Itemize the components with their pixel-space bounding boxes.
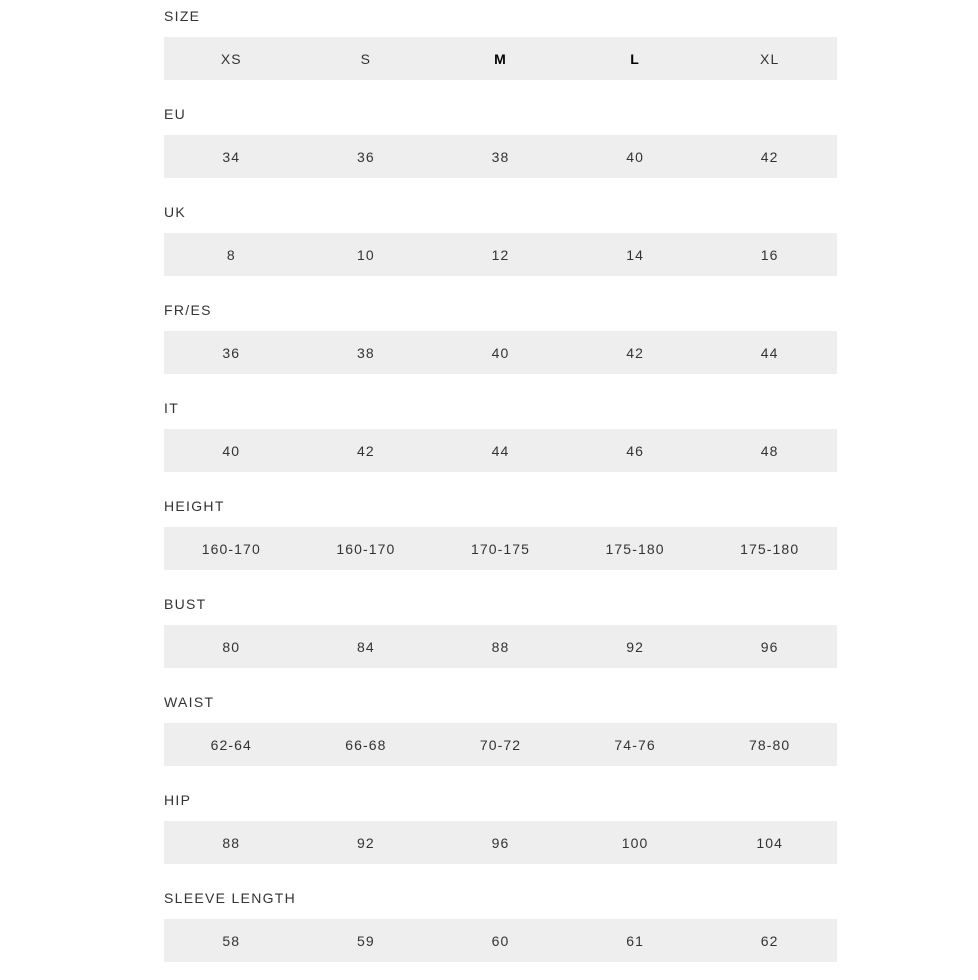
size-cell: 175-180: [740, 540, 800, 557]
section-label: SLEEVE LENGTH: [164, 890, 297, 906]
size-cell: 61: [626, 932, 644, 949]
size-cell: XS: [220, 50, 242, 67]
size-chart: [164, 0, 837, 980]
section-sleeve-length: [164, 882, 837, 980]
size-row: [164, 429, 837, 472]
size-row: [164, 331, 837, 374]
size-cell: 14: [626, 246, 644, 263]
size-cell: XL: [760, 50, 780, 67]
size-cell: M: [494, 50, 507, 67]
section-eu: [164, 98, 837, 196]
size-cell: 92: [626, 638, 644, 655]
size-cell: 96: [760, 638, 779, 655]
size-cell: 100: [621, 834, 649, 851]
size-cell: 59: [357, 932, 375, 949]
size-cell: 36: [357, 148, 375, 165]
size-cell: 170-175: [470, 540, 531, 557]
size-cell: 92: [357, 834, 375, 851]
section-label: UK: [164, 204, 187, 220]
size-cell: 42: [626, 344, 644, 361]
size-cell: 80: [222, 638, 241, 655]
size-cell: 62-64: [210, 736, 252, 753]
section-label: HEIGHT: [164, 498, 225, 514]
size-cell: 12: [491, 246, 510, 263]
section-label: EU: [164, 106, 187, 122]
section-label: SIZE: [164, 8, 201, 24]
size-row: [164, 625, 837, 668]
section-label: WAIST: [164, 694, 215, 710]
size-cell: 84: [357, 638, 375, 655]
size-cell: 36: [222, 344, 241, 361]
size-cell: 70-72: [479, 736, 522, 753]
size-cell: 42: [357, 442, 375, 459]
size-cell: 40: [491, 344, 510, 361]
size-cell: 46: [626, 442, 644, 459]
size-cell: 44: [760, 344, 779, 361]
section-it: [164, 392, 837, 490]
size-cell: 62: [760, 932, 779, 949]
size-cell: 10: [357, 246, 375, 263]
size-cell: 48: [760, 442, 779, 459]
section-waist: [164, 686, 837, 784]
section-bust: [164, 588, 837, 686]
section-height: [164, 490, 837, 588]
section-hip: [164, 784, 837, 882]
size-row: [164, 527, 837, 570]
size-cell: 160-170: [336, 540, 396, 557]
size-row: [164, 135, 837, 178]
size-cell: 60: [491, 932, 510, 949]
size-row: [164, 233, 837, 276]
size-row: [164, 723, 837, 766]
size-cell: 175-180: [605, 540, 665, 557]
size-cell: 16: [760, 246, 779, 263]
size-cell: S: [360, 50, 372, 67]
size-cell: 44: [491, 442, 510, 459]
size-cell: 96: [491, 834, 510, 851]
size-cell: 40: [626, 148, 644, 165]
size-cell: 42: [760, 148, 779, 165]
size-cell: 8: [226, 246, 236, 263]
size-cell: 88: [222, 834, 241, 851]
size-row: [164, 821, 837, 864]
size-cell: 78-80: [749, 736, 791, 753]
section-size: [164, 0, 837, 98]
section-label: BUST: [164, 596, 207, 612]
size-cell: 66-68: [345, 736, 387, 753]
size-cell: 160-170: [201, 540, 261, 557]
size-cell: 40: [222, 442, 241, 459]
section-label: HIP: [164, 792, 192, 808]
size-cell: 38: [491, 148, 510, 165]
section-uk: [164, 196, 837, 294]
size-cell: 104: [756, 834, 783, 851]
size-cell: 74-76: [614, 736, 656, 753]
size-row: [164, 37, 837, 80]
size-row: [164, 919, 837, 962]
size-cell: L: [630, 50, 640, 67]
section-fr-es: [164, 294, 837, 392]
section-label: IT: [164, 400, 180, 416]
size-cell: 58: [222, 932, 241, 949]
size-cell: 38: [357, 344, 375, 361]
size-cell: 34: [222, 148, 241, 165]
size-cell: 88: [491, 638, 510, 655]
section-label: FR/ES: [164, 302, 212, 318]
